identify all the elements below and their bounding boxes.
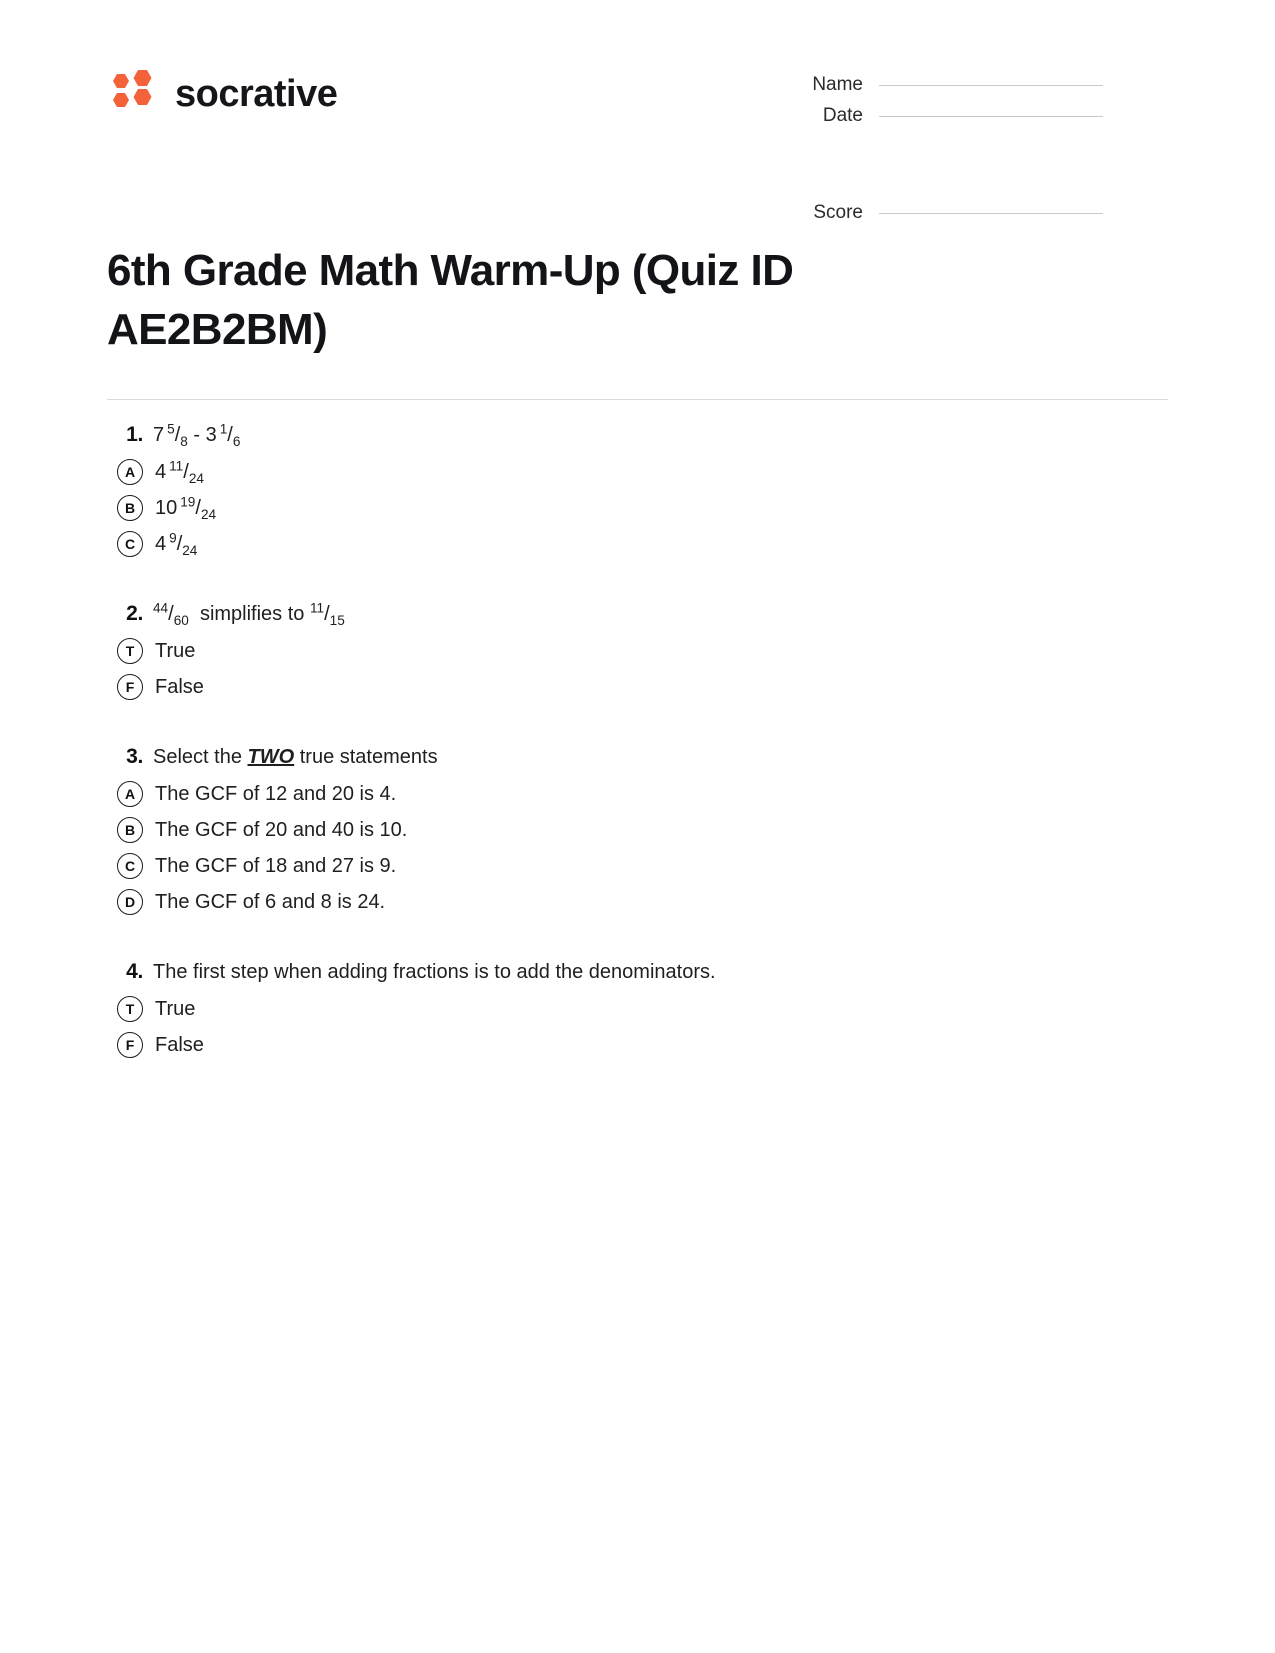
question-1-text (153, 422, 240, 449)
q3-prompt-before: Select the (153, 746, 248, 769)
question-2 (107, 601, 1168, 700)
q1a-slash: / (183, 461, 189, 484)
question-1-number: 1. (126, 423, 143, 447)
question-1-choice-a-text (155, 459, 204, 485)
name-input-line[interactable] (879, 85, 1103, 86)
question-1-prompt (107, 422, 1168, 449)
question-3-choice-a-text: The GCF of 12 and 20 is 4. (155, 783, 397, 806)
choice-bubble-a[interactable]: A (117, 781, 143, 807)
question-3-prompt (107, 744, 1168, 771)
question-1-choice-c-text (155, 531, 197, 557)
choice-bubble-t[interactable]: T (117, 638, 143, 664)
question-2-choice-false-text: False (155, 676, 204, 699)
choice-bubble-f[interactable]: F (117, 1032, 143, 1058)
question-2-prompt (107, 601, 1168, 628)
choice-bubble-a[interactable]: A (117, 459, 143, 485)
question-4-choice-false-text: False (155, 1034, 204, 1057)
q3-prompt-after: true statements (294, 746, 438, 769)
question-3-choice-c[interactable] (107, 853, 1168, 879)
question-4 (107, 959, 1168, 1058)
question-3-choice-d-text: The GCF of 6 and 8 is 24. (155, 891, 386, 914)
score-field-row (773, 202, 1103, 224)
question-4-choice-true[interactable] (107, 996, 1168, 1022)
q2-denominator-2: 15 (329, 613, 345, 629)
q1-denominator-1: 8 (180, 434, 188, 450)
questions-list (0, 400, 1275, 1058)
question-3-number: 3. (126, 745, 143, 769)
question-2-text (153, 601, 345, 628)
q2-numerator-1: 44 (153, 600, 169, 616)
q1b-whole: 10 (155, 497, 178, 520)
date-field-row (773, 105, 1103, 127)
q1b-slash: / (195, 497, 201, 520)
question-3-text (153, 744, 438, 771)
choice-bubble-c[interactable]: C (117, 853, 143, 879)
q1-whole-2: 3 (205, 424, 217, 447)
q1-slash-2: / (227, 424, 233, 447)
question-1-choice-a[interactable] (107, 459, 1168, 485)
choice-bubble-b[interactable]: B (117, 817, 143, 843)
q3-prompt-emphasis: TWO (247, 746, 295, 769)
q2-numerator-2: 11 (309, 600, 325, 616)
student-meta-fields (773, 58, 1103, 224)
q1c-whole: 4 (155, 533, 167, 556)
q2-middle-text: simplifies to (199, 603, 305, 626)
name-field-row (773, 74, 1103, 96)
q1-operator: - (193, 424, 201, 447)
q2-denominator-1: 60 (173, 613, 189, 629)
question-2-choices (107, 638, 1168, 700)
name-label: Name (812, 74, 863, 95)
q1-denominator-2: 6 (232, 434, 241, 450)
choice-bubble-c[interactable]: C (117, 531, 143, 557)
score-label: Score (813, 202, 863, 223)
question-3-choice-a[interactable] (107, 781, 1168, 807)
question-1-choice-b[interactable] (107, 495, 1168, 521)
q1c-slash: / (176, 533, 183, 556)
choice-bubble-t[interactable]: T (117, 996, 143, 1022)
question-3-choice-b[interactable] (107, 817, 1168, 843)
question-4-choice-false[interactable] (107, 1032, 1168, 1058)
question-4-number: 4. (126, 960, 143, 984)
question-3-choice-b-text: The GCF of 20 and 40 is 10. (155, 819, 408, 842)
q1a-numerator: 11 (169, 458, 184, 474)
question-2-choice-false[interactable] (107, 674, 1168, 700)
brand-name: socrative (175, 73, 338, 115)
q1a-denominator: 24 (188, 471, 204, 487)
q2-slash-2: / (324, 603, 330, 626)
q1c-denominator: 24 (182, 543, 198, 559)
socrative-hexagon-logo-icon (107, 68, 159, 120)
question-3-choice-d[interactable] (107, 889, 1168, 915)
question-1 (107, 422, 1168, 557)
q1-slash-1: / (174, 424, 181, 447)
page-header (0, 0, 1275, 224)
question-3-choices (107, 781, 1168, 915)
q1b-denominator: 24 (200, 507, 217, 523)
q1b-numerator: 19 (180, 494, 196, 510)
choice-bubble-f[interactable]: F (117, 674, 143, 700)
score-input-line[interactable] (879, 213, 1103, 214)
brand (107, 58, 337, 120)
q1a-whole: 4 (155, 461, 167, 484)
question-2-choice-true-text: True (155, 640, 196, 663)
title-block (0, 242, 1275, 359)
question-3-choice-c-text: The GCF of 18 and 27 is 9. (155, 855, 397, 878)
question-1-choice-c[interactable] (107, 531, 1168, 557)
question-3 (107, 744, 1168, 915)
question-4-choices (107, 996, 1168, 1058)
q1c-numerator: 9 (169, 530, 177, 546)
date-label: Date (822, 105, 863, 126)
q1-whole-1: 7 (153, 424, 165, 447)
question-4-text: The first step when adding fractions is to add the denominators. (153, 961, 716, 984)
question-1-choices (107, 459, 1168, 557)
choice-bubble-b[interactable]: B (117, 495, 143, 521)
question-4-choice-true-text: True (155, 998, 196, 1021)
q1-numerator-1: 5 (167, 421, 175, 437)
page-title: 6th Grade Math Warm-Up (Quiz ID AE2B2BM) (107, 246, 794, 354)
question-4-prompt (107, 959, 1168, 986)
q1-numerator-2: 1 (219, 421, 228, 437)
question-2-choice-true[interactable] (107, 638, 1168, 664)
choice-bubble-d[interactable]: D (117, 889, 143, 915)
question-1-choice-b-text (155, 495, 216, 521)
question-2-number: 2. (126, 602, 143, 626)
date-input-line[interactable] (879, 116, 1103, 117)
q2-slash-1: / (168, 603, 174, 626)
